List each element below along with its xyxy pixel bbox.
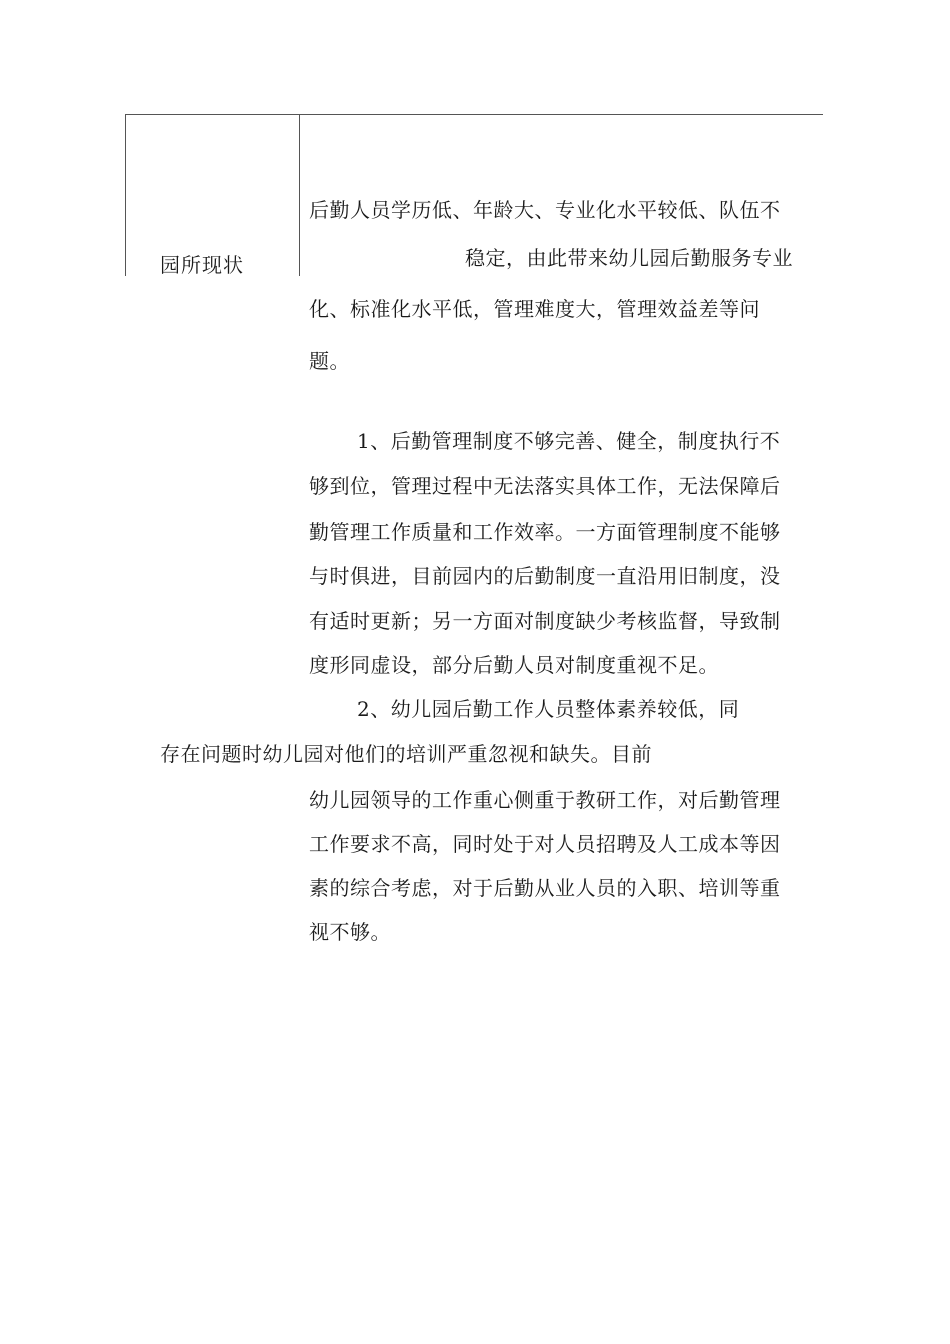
point2-line: 2、幼儿园后勤工作人员整体素养较低，同 [357,697,740,721]
point2-line: 存在问题时幼儿园对他们的培训严重忽视和缺失。目前 [160,742,652,766]
point1-line: 与时俱进，目前园内的后勤制度一直沿用旧制度，没 [309,564,781,588]
point2-line: 素的综合考虑，对于后勤从业人员的入职、培训等重 [309,876,781,900]
point1-line: 勤管理工作质量和工作效率。一方面管理制度不能够 [309,520,781,544]
intro-line: 后勤人员学历低、年龄大、专业化水平较低、队伍不 [309,198,781,222]
point1-line: 够到位，管理过程中无法落实具体工作，无法保障后 [309,474,781,498]
table-top-border [125,114,823,115]
point1-line: 度形同虚设，部分后勤人员对制度重视不足。 [309,653,719,677]
point1-line: 有适时更新；另一方面对制度缺少考核监督，导致制 [309,609,781,633]
intro-line: 题。 [309,349,350,373]
point1-line: 1、后勤管理制度不够完善、健全，制度执行不 [357,429,781,453]
row-label: 园所现状 [160,253,244,277]
point2-line: 幼儿园领导的工作重心侧重于教研工作，对后勤管理 [309,788,781,812]
intro-line: 稳定，由此带来幼儿园后勤服务专业 [465,246,793,270]
table-column-divider [299,114,300,276]
intro-line: 化、标准化水平低，管理难度大，管理效益差等问 [309,297,760,321]
table-left-border [125,114,126,276]
point2-line: 视不够。 [309,920,391,944]
point2-line: 工作要求不高，同时处于对人员招聘及人工成本等因 [309,832,781,856]
